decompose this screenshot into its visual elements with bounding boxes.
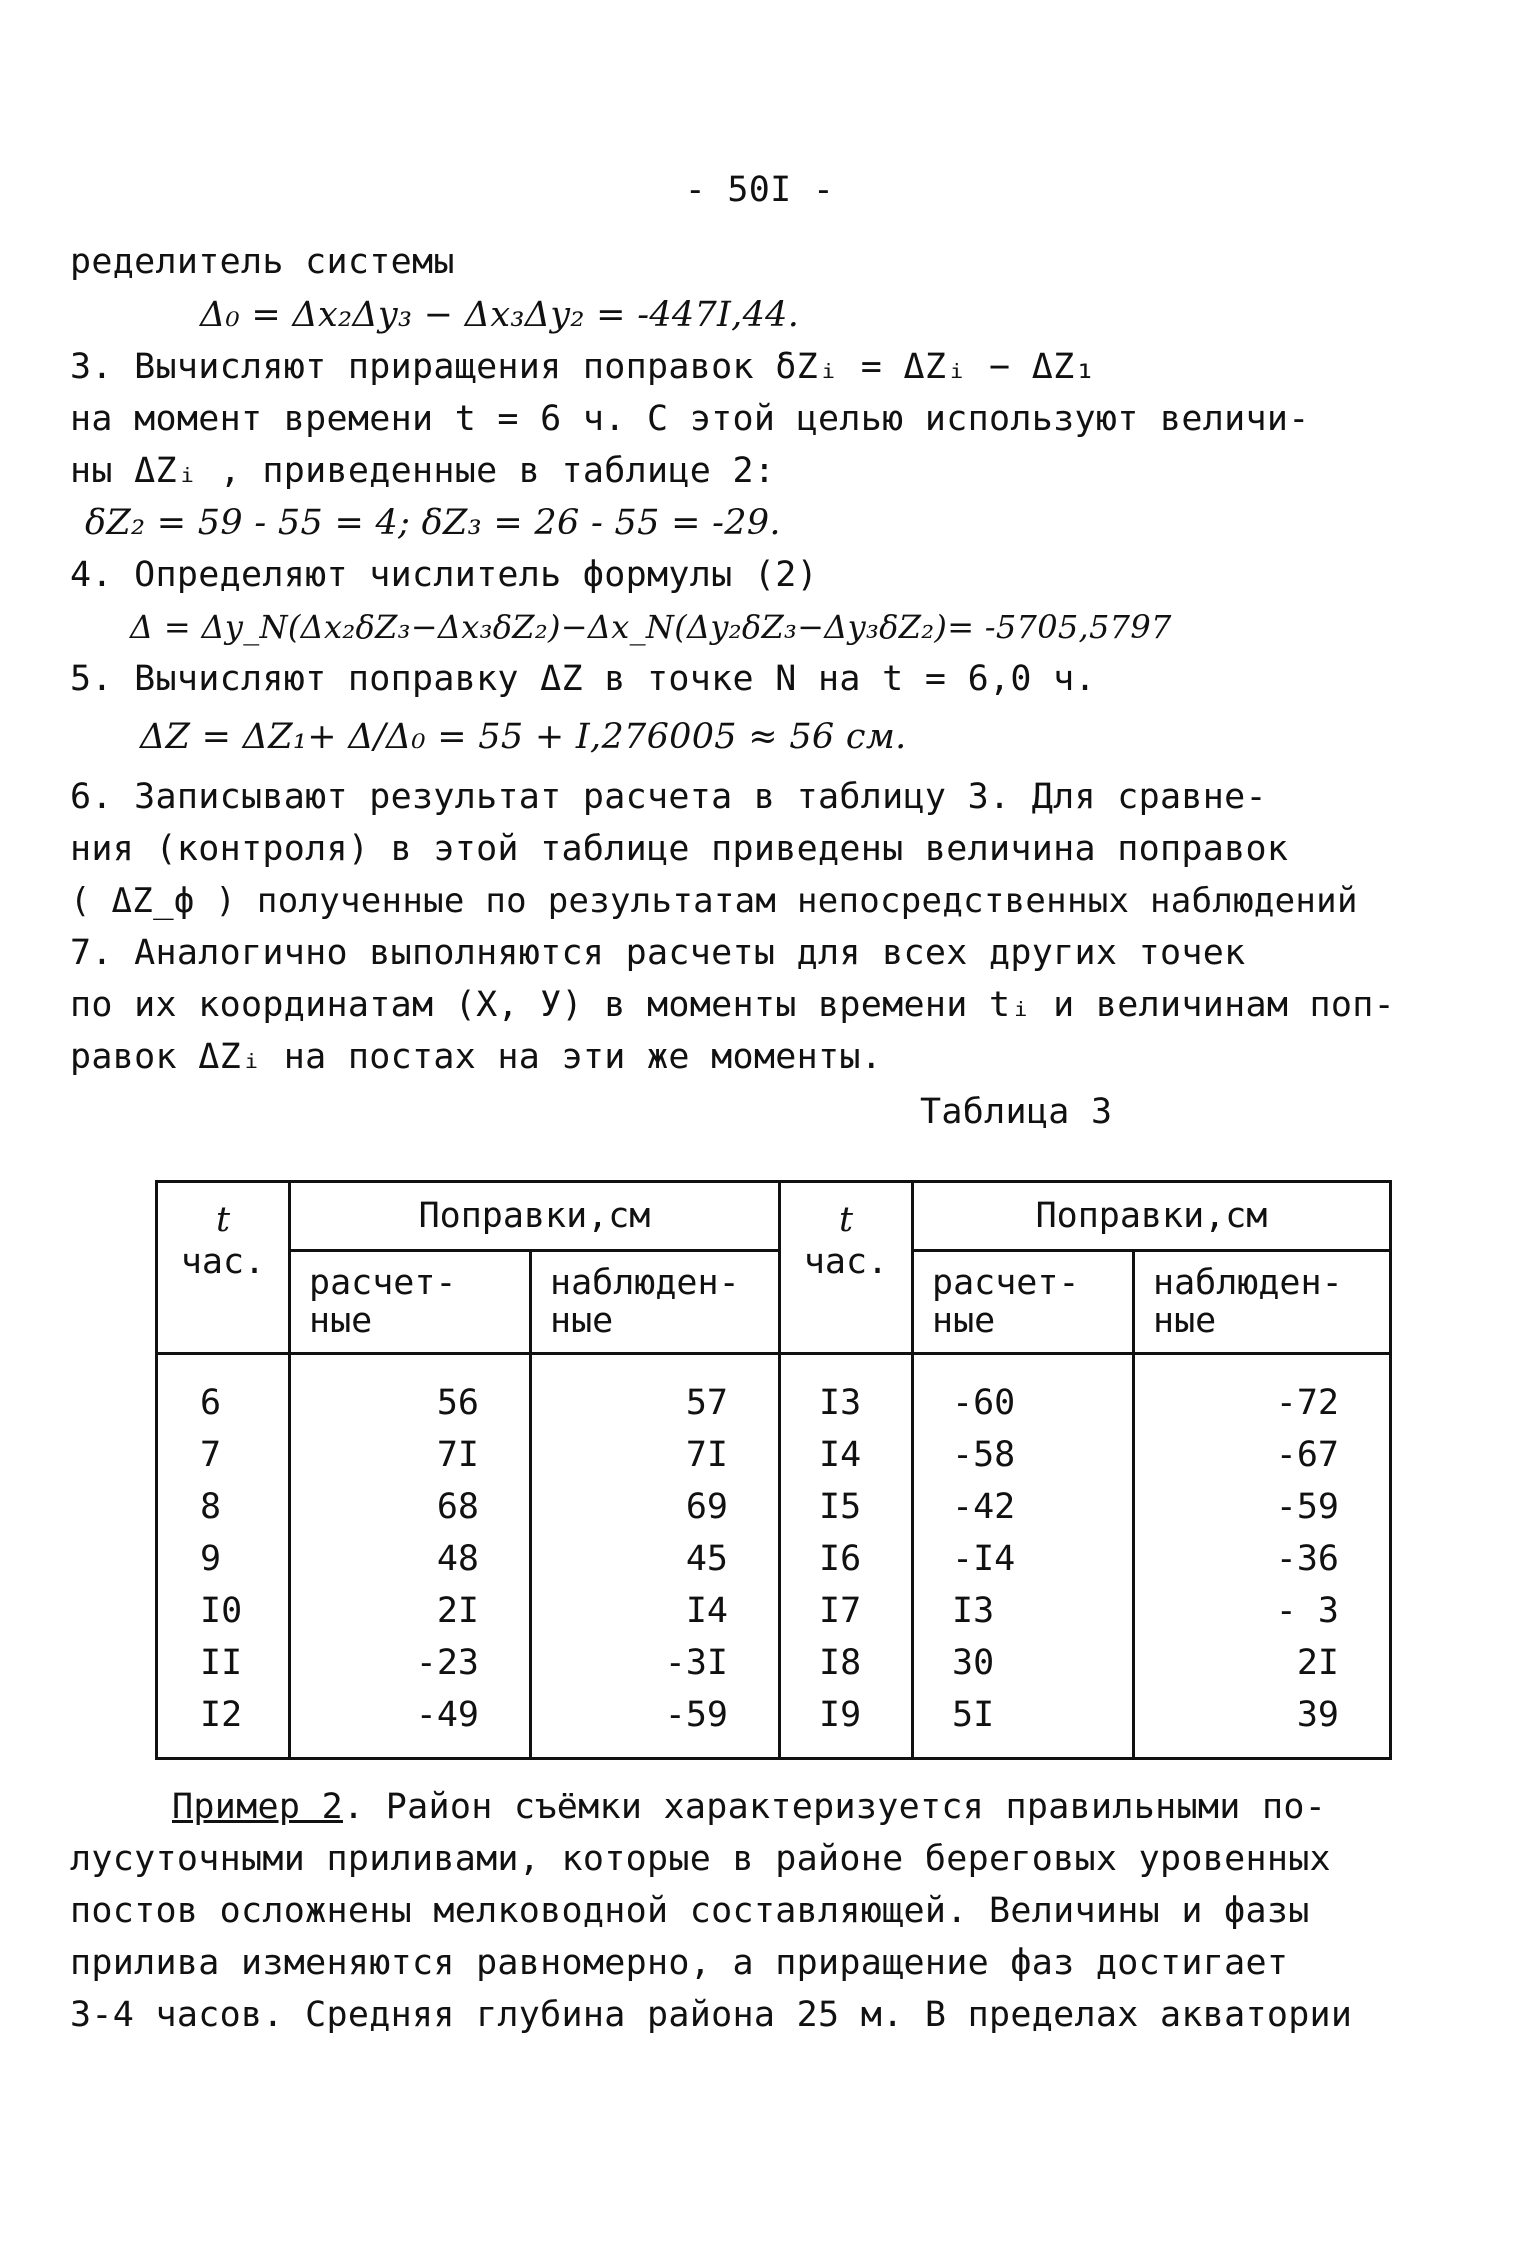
table-cell: -58	[952, 1435, 1016, 1475]
formula-determinant: Δ₀ = Δx₂Δy₃ − Δx₃Δy₂ = -447I,44.	[200, 295, 800, 335]
formula-increments: δZ₂ = 59 - 55 = 4; δZ₃ = 26 - 55 = -29.	[85, 503, 781, 543]
example-label: Пример 2	[172, 1787, 343, 1827]
table-cell: -36	[1275, 1539, 1339, 1579]
example-first-line	[172, 1785, 1326, 1829]
table-header-group-right: Поправки,см	[913, 1182, 1391, 1251]
table-cell: -3I	[664, 1643, 728, 1683]
page-number: - 50I -	[684, 170, 835, 210]
table-cell: I9	[819, 1695, 862, 1735]
table-caption: Таблица 3	[920, 1092, 1113, 1132]
text-line: ны ΔZᵢ , приведенные в таблице 2:	[70, 451, 776, 491]
table-cell: - 3	[1275, 1591, 1339, 1631]
table-cell: 68	[436, 1487, 479, 1527]
formula-numerator: Δ = Δy_N(Δx₂δZ₃−Δx₃δZ₂)−Δx_N(Δy₂δZ₃−Δy₃δZ₂)= -5705,5797	[130, 608, 1172, 646]
example-line: 3-4 часов. Средняя глубина района 25 м. В пределах акватории	[70, 1995, 1353, 2035]
table-cell: 69	[685, 1487, 728, 1527]
table-cell: I2	[200, 1695, 243, 1735]
text-line: ния (контроля) в этой таблице приведены величина поправок	[70, 829, 1289, 869]
table-cell: 6	[200, 1383, 222, 1423]
example-first-line-text: . Район съёмки характеризуется правильными по-	[342, 1787, 1327, 1827]
table-header-obs: наблюден- ные	[531, 1251, 780, 1354]
table-header-obs: наблюден- ные	[1134, 1251, 1391, 1354]
table-cell: 7	[200, 1435, 222, 1475]
text-line: равок ΔZᵢ на постах на эти же моменты.	[70, 1037, 883, 1077]
table-cell: 30	[952, 1643, 995, 1683]
column-obs-right	[1134, 1354, 1391, 1759]
table-cell: 39	[1296, 1695, 1339, 1735]
example-line: постов осложнены мелководной составляющей. Величины и фазы	[70, 1891, 1310, 1931]
table-cell: 48	[436, 1539, 479, 1579]
table-cell: I4	[819, 1435, 862, 1475]
table-cell: -23	[415, 1643, 479, 1683]
table-cell: -49	[415, 1695, 479, 1735]
table-cell: 8	[200, 1487, 222, 1527]
text-line: ( ΔZ_ф ) полученные по результатам непосредственных наблюдений	[70, 881, 1358, 921]
column-obs-left	[531, 1354, 780, 1759]
t-unit: час.	[803, 1242, 889, 1282]
table-cell: 5I	[952, 1695, 995, 1735]
table-header-calc: расчет- ные	[290, 1251, 531, 1354]
table-cell: I3	[952, 1591, 995, 1631]
table-body-row	[157, 1354, 1391, 1759]
text-line: на момент времени t = 6 ч. С этой целью используют величи-	[70, 399, 1310, 439]
table-cell: -59	[664, 1695, 728, 1735]
table-cell: 2I	[436, 1591, 479, 1631]
table-cell: I0	[200, 1591, 243, 1631]
text-line: 4. Определяют числитель формулы (2)	[70, 555, 819, 595]
corrections-table	[155, 1180, 1392, 1760]
table-cell: II	[200, 1643, 243, 1683]
t-unit: час.	[180, 1242, 266, 1282]
table-cell: I5	[819, 1487, 862, 1527]
table-cell: 9	[200, 1539, 222, 1579]
example-line: лусуточными приливами, которые в районе береговых уровенных	[70, 1839, 1331, 1879]
column-t-right	[780, 1354, 913, 1759]
example-line: прилива изменяются равномерно, а приращение фаз достигает	[70, 1943, 1289, 1983]
table-cell: 56	[436, 1383, 479, 1423]
text-line: по их координатам (X, У) в моменты времени tᵢ и величинам поп-	[70, 985, 1396, 1025]
table-cell: 45	[685, 1539, 728, 1579]
table-cell: -72	[1275, 1383, 1339, 1423]
text-line: 5. Вычисляют поправку ΔZ в точке N на t = 6,0 ч.	[70, 659, 1096, 699]
table-cell: 7I	[436, 1435, 479, 1475]
table-header-calc: расчет- ные	[913, 1251, 1134, 1354]
table-header-t-right	[780, 1182, 913, 1354]
text-line: 3. Вычисляют приращения поправок δZᵢ = ΔZᵢ − ΔZ₁	[70, 347, 1096, 387]
table-cell: -59	[1275, 1487, 1339, 1527]
table-cell: 2I	[1296, 1643, 1339, 1683]
table-header-t-left	[157, 1182, 290, 1354]
table-header-group-left: Поправки,см	[290, 1182, 780, 1251]
table-cell: -I4	[952, 1539, 1016, 1579]
table-cell: I8	[819, 1643, 862, 1683]
text-line: 7. Аналогично выполняются расчеты для всех других точек	[70, 933, 1246, 973]
table-cell: 7I	[685, 1435, 728, 1475]
table-cell: I6	[819, 1539, 862, 1579]
formula-correction: ΔZ = ΔZ₁+ Δ/Δ₀ = 55 + I,276005 ≈ 56 см.	[140, 717, 907, 757]
table-cell: I7	[819, 1591, 862, 1631]
table-cell: -60	[952, 1383, 1016, 1423]
t-symbol: t	[838, 1200, 854, 1240]
table-cell: I3	[819, 1383, 862, 1423]
t-symbol: t	[215, 1200, 231, 1240]
table-cell: -67	[1275, 1435, 1339, 1475]
text-line: 6. Записывают результат расчета в таблицу 3. Для сравне-	[70, 777, 1267, 817]
column-calc-left	[290, 1354, 531, 1759]
table-cell: I4	[685, 1591, 728, 1631]
table-cell: 57	[685, 1383, 728, 1423]
column-t-left	[157, 1354, 290, 1759]
text-line: ределитель системы	[70, 242, 455, 282]
column-calc-right	[913, 1354, 1134, 1759]
table-cell: -42	[952, 1487, 1016, 1527]
